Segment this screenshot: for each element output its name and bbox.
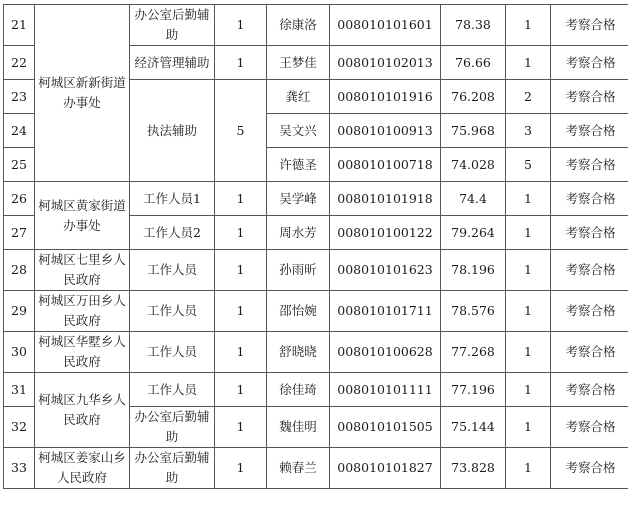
seq-cell: 24 (4, 114, 35, 148)
position-cell: 办公室后勤辅助 (130, 448, 215, 489)
quota-cell: 1 (215, 216, 267, 250)
position-cell: 工作人员1 (130, 182, 215, 216)
position-cell: 工作人员 (130, 291, 215, 332)
rank-cell: 1 (506, 250, 551, 291)
quota-cell: 1 (215, 291, 267, 332)
table-row (4, 5, 628, 46)
rank-cell: 1 (506, 216, 551, 250)
quota-cell: 5 (215, 80, 267, 182)
seq-cell: 22 (4, 46, 35, 80)
position-cell: 工作人员 (130, 250, 215, 291)
rank-cell: 3 (506, 114, 551, 148)
score-cell: 78.38 (441, 5, 506, 46)
table-row (4, 332, 628, 373)
name-cell: 许德圣 (267, 148, 330, 182)
exam-id-cell: 008010101505 (330, 407, 441, 448)
exam-id-cell: 008010100122 (330, 216, 441, 250)
table-row (4, 373, 628, 407)
name-cell: 周水芳 (267, 216, 330, 250)
name-cell: 魏佳明 (267, 407, 330, 448)
position-cell: 办公室后勤辅助 (130, 407, 215, 448)
seq-cell: 32 (4, 407, 35, 448)
quota-cell: 1 (215, 448, 267, 489)
name-cell: 吴文兴 (267, 114, 330, 148)
score-cell: 75.144 (441, 407, 506, 448)
table-row (4, 182, 628, 216)
result-cell: 考察合格 (551, 5, 628, 46)
seq-cell: 28 (4, 250, 35, 291)
table-row (4, 448, 628, 489)
exam-id-cell: 008010101827 (330, 448, 441, 489)
quota-cell: 1 (215, 46, 267, 80)
name-cell: 徐佳琦 (267, 373, 330, 407)
exam-id-cell: 008010101623 (330, 250, 441, 291)
seq-cell: 29 (4, 291, 35, 332)
exam-id-cell: 008010101711 (330, 291, 441, 332)
result-cell: 考察合格 (551, 80, 628, 114)
rank-cell: 1 (506, 332, 551, 373)
exam-id-cell: 008010101918 (330, 182, 441, 216)
seq-cell: 25 (4, 148, 35, 182)
exam-id-cell: 008010101111 (330, 373, 441, 407)
unit-cell: 柯城区九华乡人民政府 (35, 373, 130, 448)
name-cell: 龚红 (267, 80, 330, 114)
quota-cell: 1 (215, 373, 267, 407)
rank-cell: 5 (506, 148, 551, 182)
score-cell: 73.828 (441, 448, 506, 489)
unit-cell: 柯城区姜家山乡人民政府 (35, 448, 130, 489)
score-cell: 78.576 (441, 291, 506, 332)
rank-cell: 1 (506, 373, 551, 407)
table-row (4, 291, 628, 332)
seq-cell: 33 (4, 448, 35, 489)
unit-cell: 柯城区黄家街道办事处 (35, 182, 130, 250)
position-cell: 执法辅助 (130, 80, 215, 182)
score-cell: 74.4 (441, 182, 506, 216)
name-cell: 王梦佳 (267, 46, 330, 80)
seq-cell: 23 (4, 80, 35, 114)
unit-cell: 柯城区七里乡人民政府 (35, 250, 130, 291)
quota-cell: 1 (215, 250, 267, 291)
quota-cell: 1 (215, 5, 267, 46)
unit-cell: 柯城区新新街道办事处 (35, 5, 130, 182)
rank-cell: 1 (506, 407, 551, 448)
seq-cell: 26 (4, 182, 35, 216)
result-cell: 考察合格 (551, 216, 628, 250)
result-cell: 考察合格 (551, 448, 628, 489)
name-cell: 赖春兰 (267, 448, 330, 489)
result-cell: 考察合格 (551, 407, 628, 448)
rank-cell: 1 (506, 46, 551, 80)
position-cell: 工作人员2 (130, 216, 215, 250)
result-cell: 考察合格 (551, 182, 628, 216)
table-row (4, 250, 628, 291)
quota-cell: 1 (215, 407, 267, 448)
unit-cell: 柯城区万田乡人民政府 (35, 291, 130, 332)
name-cell: 孙雨昕 (267, 250, 330, 291)
name-cell: 徐康洛 (267, 5, 330, 46)
position-cell: 工作人员 (130, 373, 215, 407)
exam-id-cell: 008010102013 (330, 46, 441, 80)
score-cell: 76.66 (441, 46, 506, 80)
result-cell: 考察合格 (551, 250, 628, 291)
result-cell: 考察合格 (551, 114, 628, 148)
score-cell: 74.028 (441, 148, 506, 182)
exam-id-cell: 008010100628 (330, 332, 441, 373)
unit-cell: 柯城区华墅乡人民政府 (35, 332, 130, 373)
exam-id-cell: 008010101916 (330, 80, 441, 114)
rank-cell: 1 (506, 448, 551, 489)
rank-cell: 1 (506, 291, 551, 332)
position-cell: 经济管理辅助 (130, 46, 215, 80)
exam-id-cell: 008010100718 (330, 148, 441, 182)
score-cell: 75.968 (441, 114, 506, 148)
result-cell: 考察合格 (551, 373, 628, 407)
result-cell: 考察合格 (551, 148, 628, 182)
result-cell: 考察合格 (551, 291, 628, 332)
seq-cell: 27 (4, 216, 35, 250)
seq-cell: 30 (4, 332, 35, 373)
position-cell: 工作人员 (130, 332, 215, 373)
quota-cell: 1 (215, 332, 267, 373)
name-cell: 舒晓晓 (267, 332, 330, 373)
seq-cell: 31 (4, 373, 35, 407)
seq-cell: 21 (4, 5, 35, 46)
rank-cell: 1 (506, 182, 551, 216)
result-cell: 考察合格 (551, 332, 628, 373)
exam-id-cell: 008010100913 (330, 114, 441, 148)
quota-cell: 1 (215, 182, 267, 216)
rank-cell: 2 (506, 80, 551, 114)
score-cell: 77.268 (441, 332, 506, 373)
score-cell: 78.196 (441, 250, 506, 291)
score-cell: 79.264 (441, 216, 506, 250)
score-cell: 76.208 (441, 80, 506, 114)
name-cell: 吴学峰 (267, 182, 330, 216)
result-cell: 考察合格 (551, 46, 628, 80)
name-cell: 邵怡婉 (267, 291, 330, 332)
rank-cell: 1 (506, 5, 551, 46)
score-cell: 77.196 (441, 373, 506, 407)
results-table (3, 4, 628, 489)
exam-id-cell: 008010101601 (330, 5, 441, 46)
position-cell: 办公室后勤辅助 (130, 5, 215, 46)
